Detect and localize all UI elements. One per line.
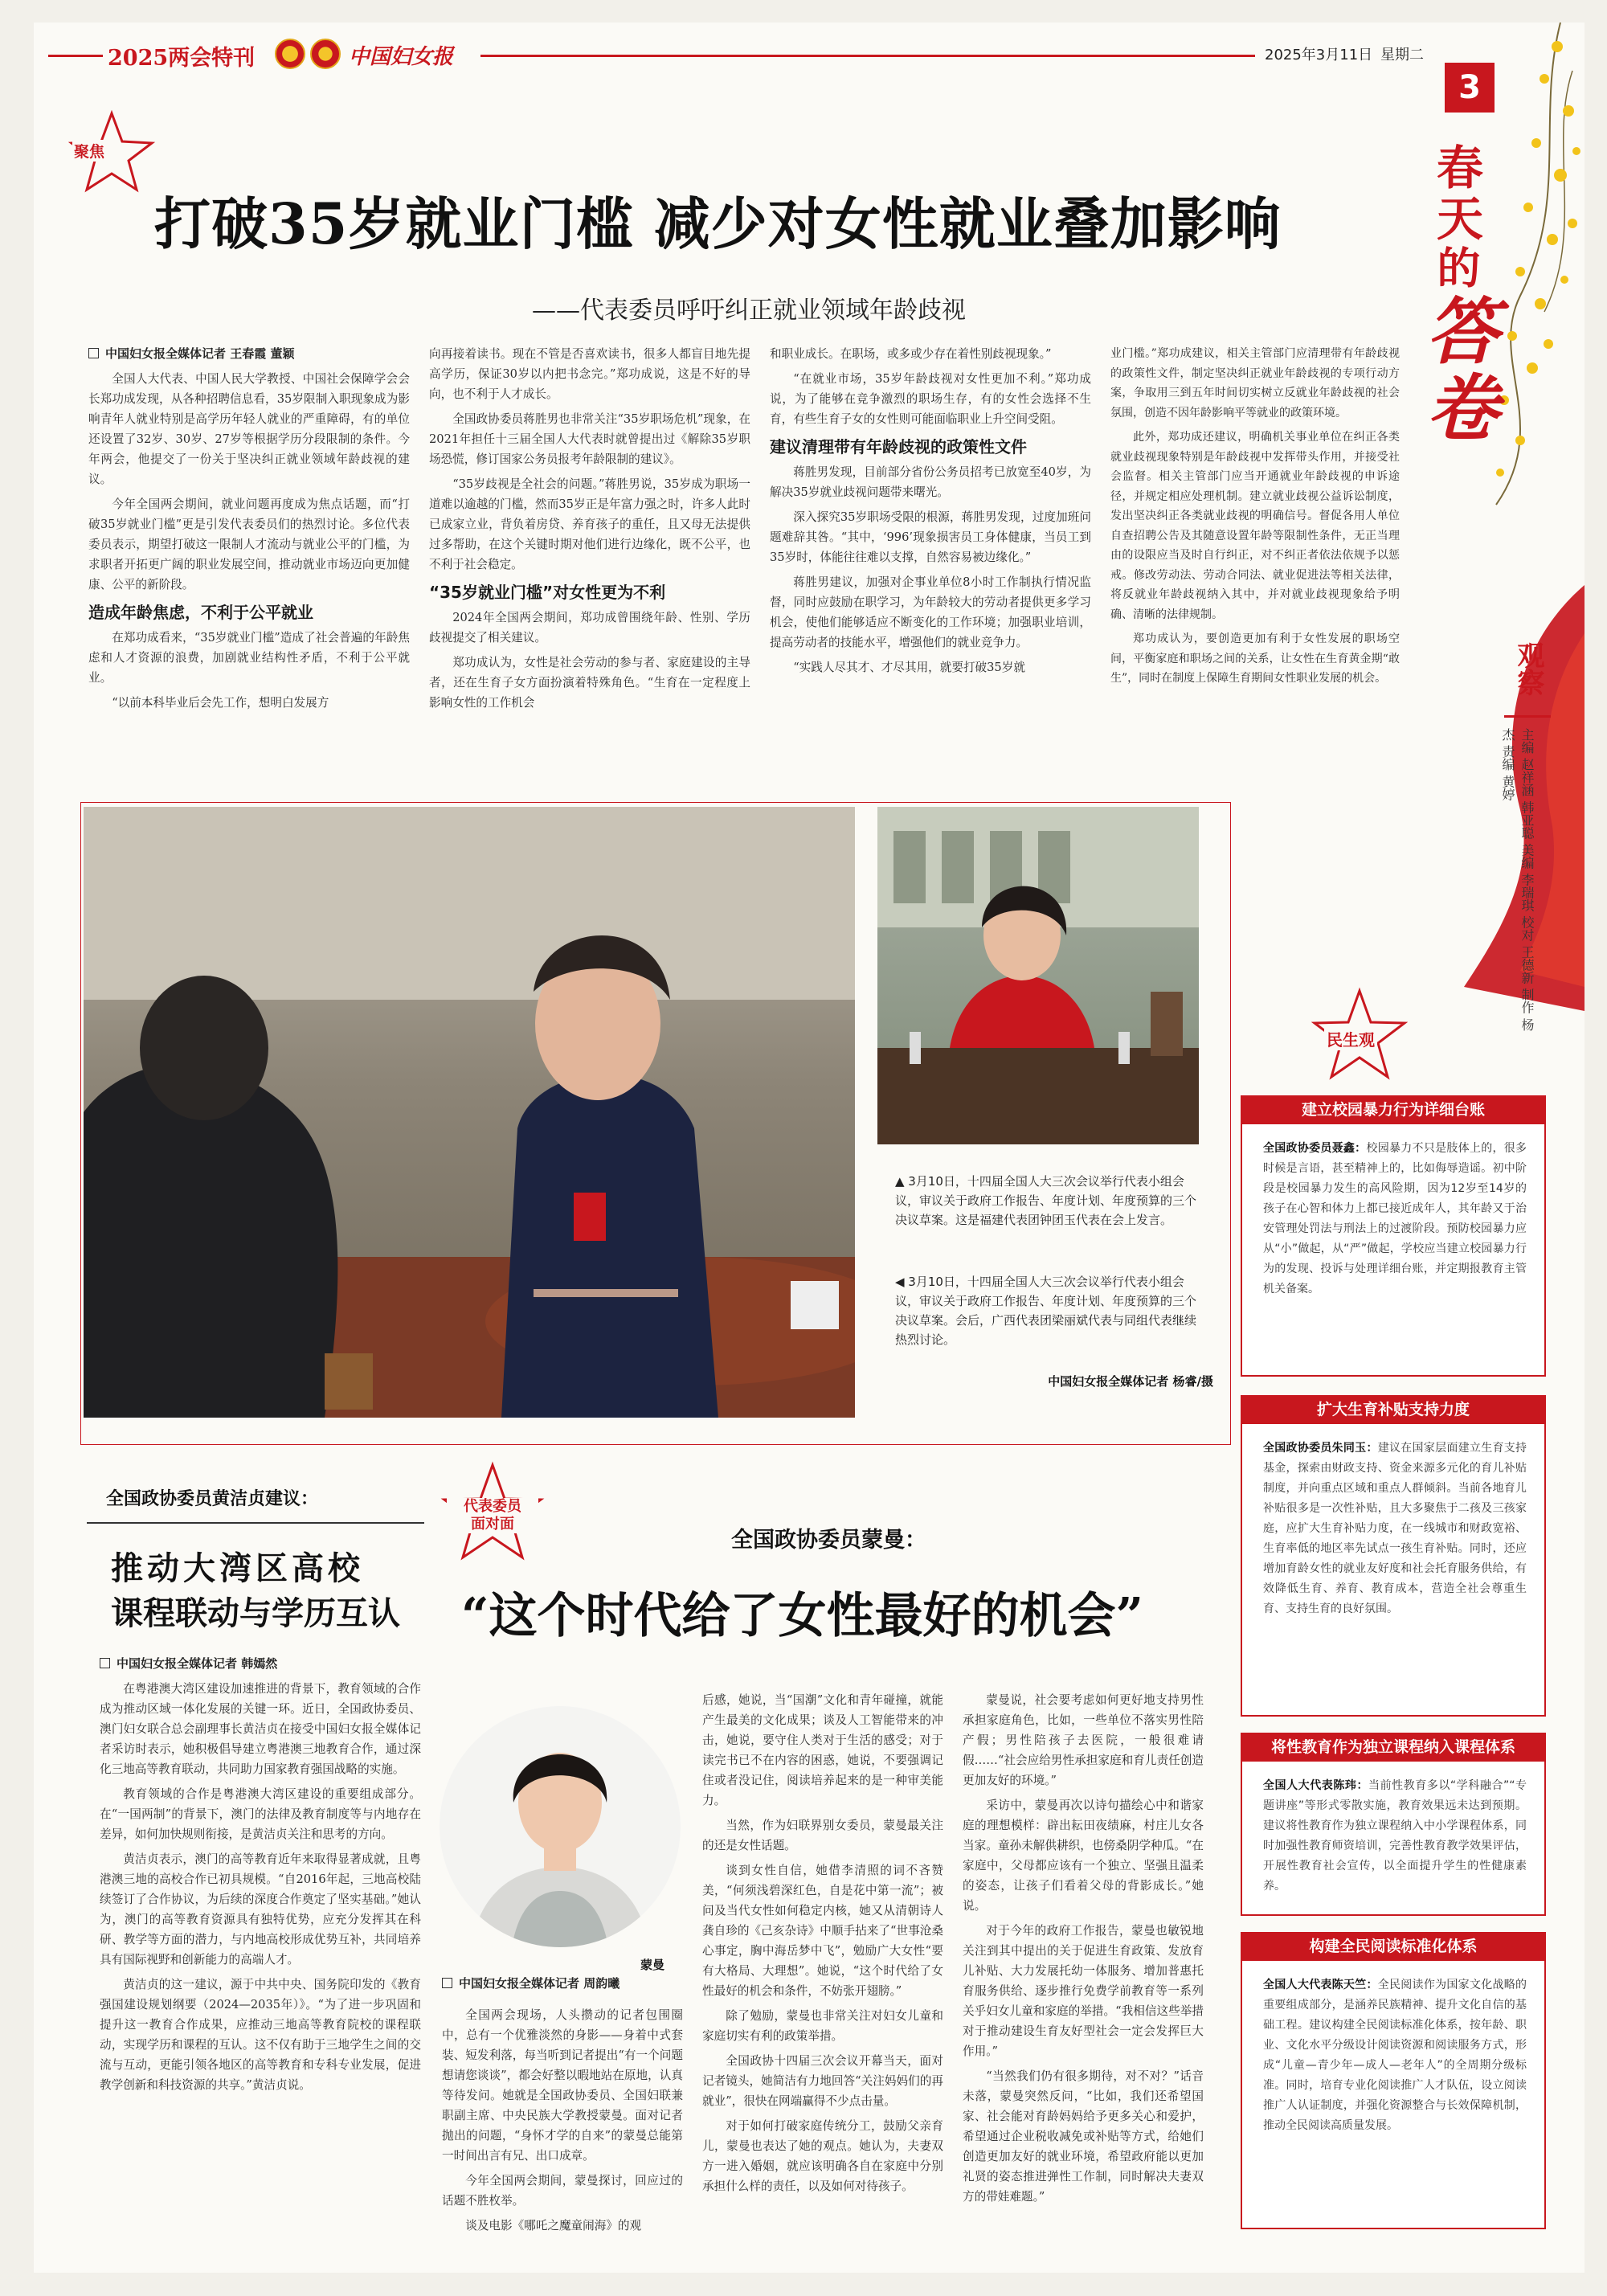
box2-lead: 全国政协委员朱同玉： bbox=[1263, 1442, 1378, 1455]
main-col4-p1: 业门槛。”郑功成建议，相关主管部门应清理带有年龄歧视的政策性文件，制定坚决纠正就业年龄歧视的专项行动方案，争取用三到五年时间切实树立反就业年龄歧视的社会氛围，创造不因年龄影响平等就业的政策环境。 bbox=[1110, 347, 1400, 420]
main-col2-subhead: “35岁就业门槛”对女性更为不利 bbox=[429, 583, 666, 602]
emblem-icon-2 bbox=[310, 39, 341, 69]
photo-meeting-main bbox=[84, 807, 855, 1418]
photo-meeting-side bbox=[877, 807, 1199, 1144]
main-col1-p3: 在郑功成看来，“35岁就业门槛”造成了社会普遍的年龄焦虑和人才资源的浪费，加剧就业结构性矛盾，不利于公平就业。 bbox=[88, 631, 410, 685]
center-col3-p3: 对于今年的政府工作报告，蒙曼也敏锐地关注到其中提出的关于促进生育政策、发放育儿补贴、大力发展托幼一体服务、增加普惠托育服务供给、逐步推行免费学前教育等一系列关乎妇女儿童和家庭的举措。“我相信这些举措对于推动建设生育友好型社会一定会发挥巨大作用。” bbox=[963, 1924, 1204, 2058]
center-col2-p2: 当然，作为妇联界别女委员，蒙曼最关注的还是女性话题。 bbox=[702, 1819, 943, 1852]
main-subheadline: ——代表委员呼吁纠正就业领域年龄歧视 bbox=[532, 297, 966, 325]
masthead-date: 2025年3月11日 bbox=[1265, 47, 1373, 63]
main-article-col-3 bbox=[770, 344, 1091, 682]
section-label: 观察 bbox=[1512, 641, 1544, 696]
banner-char-5: 卷 bbox=[1413, 370, 1499, 443]
paper-logo: 中国妇女报 bbox=[349, 45, 454, 69]
box2-title: 扩大生育补贴支持力度 bbox=[1241, 1395, 1546, 1424]
newspaper-page bbox=[34, 23, 1585, 2273]
center-byline: 中国妇女报全媒体记者 周韵曦 bbox=[442, 1974, 683, 1994]
left-kicker: 全国政协委员黄洁贞建议： bbox=[106, 1489, 319, 1509]
main-col1-subhead: 造成年龄焦虑，不利于公平就业 bbox=[88, 603, 313, 622]
banner-char-2: 天 bbox=[1429, 194, 1483, 241]
credits: 主编 赵祥涵 韩亚聪 美编 李瑞琪 校对 王德新 制作 杨杰 责编 黄婷 bbox=[1500, 728, 1535, 1031]
masthead-weekday: 星期二 bbox=[1380, 47, 1424, 63]
main-col3-p1: 和职业成长。在职场，或多或少存在着性别歧视现象。” bbox=[770, 347, 1052, 361]
box1-title: 建立校园暴力行为详细台账 bbox=[1241, 1095, 1546, 1124]
main-col4-p3: 郑功成认为，要创造更加有利于女性发展的职场空间，平衡家庭和职场之间的关系，让女性在生育黄金期“敢生”，同时在制度上保障生育期间女性职业发展的机会。 bbox=[1110, 632, 1400, 685]
main-col1-p4: “以前本科毕业后会先工作，想明白发展方 bbox=[112, 696, 329, 710]
portrait-mengman bbox=[440, 1706, 681, 1947]
center-article-col-2 bbox=[702, 1690, 943, 2201]
box2-text: 建议在国家层面建立生育支持基金，探索由财政支持、资金来源多元化的育儿补贴制度，并向重点区域和重点人群倾斜。当前各地育儿补贴很多是一次性补贴，且大多聚焦于二孩及三孩家庭，应扩大生育补贴力度，在一线城市和财政宽裕、生育率低的地区率先试点一孩生育补贴。同时，还应增加育龄女性的就业友好度和社会托育服务供给，有效降低生育、养育、教育成本，营造全社会尊重生育、支持生育的良好氛围。 bbox=[1263, 1442, 1527, 1615]
main-col1-p1: 全国人大代表、中国人民大学教授、中国社会保障学会会长郑功成发现，从各种招聘信息看，35岁限制入职现象成为影响青年人就业特别是高学历年轻人就业的严重障碍，有的单位还设置了32岁、30岁、27岁等根据学历分段限制的条件。今年两会，他提交了一份关于坚决纠正就业领域年龄歧视的建议。 bbox=[88, 372, 410, 486]
main-col2-p3: “35岁歧视是全社会的问题。”蒋胜男说，35岁成为职场一道难以逾越的门槛，然而35岁正是年富力强之时，许多人此时已成家立业，背负着房贷、养育孩子的重任，且又母无法提供过多帮助，在这个关键时期对他们进行边缘化，既不公平，也不利于社会稳定。 bbox=[429, 477, 750, 571]
box2-body bbox=[1263, 1439, 1527, 1619]
box3-title: 将性教育作为独立课程纳入课程体系 bbox=[1241, 1733, 1546, 1762]
portrait-figure bbox=[440, 1706, 681, 1947]
main-col2-p2: 全国政协委员蒋胜男也非常关注“35岁职场危机”现象，在2021年担任十三届全国人大代表时就曾提出过《解除35岁职场恐慌，修订国家公务员报考年龄限制的建议》。 bbox=[429, 412, 750, 466]
main-col3-subhead: 建议清理带有年龄歧视的政策性文件 bbox=[770, 437, 1027, 456]
page-number: 3 bbox=[1445, 63, 1495, 113]
main-col3-p2: “在就业市场，35岁年龄歧视对女性更加不利。”郑功成说，为了能够在竞争激烈的职场生存，有的女性会选择不生育，有些生育子女的女性则可能面临职业上升空间受阻。 bbox=[770, 372, 1091, 426]
main-col2-p4: 2024年全国两会期间，郑功成曾围绕年龄、性别、学历歧视提交了相关建议。 bbox=[429, 611, 750, 645]
main-headline: 打破35岁就业门槛 减少对女性就业叠加影响 bbox=[154, 190, 1282, 257]
left-p4: 黄洁贞的这一建议，源于中共中央、国务院印发的《教育强国建设规划纲要（2024—2035年）》。“为了进一步巩固和提升这一教育合作成果，应推动三地高等教育院校的课程联动，实现学历和课程的互认。这不仅有助于三地学生之间的交流与互动，更能引领各地区的高等教育和专科专业发展，促进教学创新和科技资源的共享。”黄洁贞说。 bbox=[100, 1978, 421, 2092]
center-col1-p1: 全国两会现场，人头攒动的记者包围圈中，总有一个优雅淡然的身影——身着中式套装、短发利落，每当听到记者提出“有一个问题想请您谈谈”，都会好整以暇地站在原地，认真等待发问。她就是全国政协委员、全国妇联兼职副主席、中央民族大学教授蒙曼。面对记者抛出的问题，“身怀才学的自来”的蒙曼总能第一时间出言有兄、出口成章。 bbox=[442, 2008, 683, 2163]
sidebar-box-sex-education bbox=[1241, 1733, 1546, 1916]
box3-text: 当前性教育多以“学科融合”“专题讲座”等形式零散实施，教育效果远未达到预期。建议将性教育作为独立课程纳入中小学课程体系，同时加强性教育师资培训，完善性教育教学效果评估，开展性教育社会宣传，以全面提升学生的性健康素养。 bbox=[1263, 1779, 1527, 1893]
main-col3-p5: 蒋胜男建议，加强对企事业单位8小时工作制执行情况监督，同时应鼓励在职学习，为年龄较大的劳动者提供更多学习机会，使他们能够适应不断变化的工作环境；加强职业培训，提高劳动者的技能水平，增强他们的就业竞争力。 bbox=[770, 575, 1091, 649]
box4-title: 构建全民阅读标准化体系 bbox=[1241, 1932, 1546, 1961]
sidebar-box-birth-subsidy bbox=[1241, 1395, 1546, 1717]
main-col1-p2: 今年全国两会期间，就业问题再度成为焦点话题，而“打破35岁就业门槛”更是引发代表委员们的热烈讨论。多位代表委员表示，期望打破这一限制人才流动与就业公平的门槛，为求职者开拓更广阔的职业发展空间，推动就业市场迈向更加健康、公平的新阶段。 bbox=[88, 497, 410, 591]
photo-credit: 中国妇女报全媒体记者 杨睿/摄 bbox=[1048, 1374, 1213, 1389]
left-kicker-rule bbox=[87, 1522, 424, 1524]
photo-caption-1: ▲ 3月10日，十四届全国人大三次会议举行代表小组会议，审议关于政府工作报告、年度计划、年度预算的三个决议草案。这是福建代表团钟团玉代表在会上发言。 bbox=[895, 1174, 1197, 1227]
badge-line-2: 面对面 bbox=[471, 1516, 514, 1533]
main-col2-p5: 郑功成认为，女性是社会劳动的参与者、家庭建设的主导者，还在生育子女方面扮演着特殊角色。“生育在一定程度上影响女性的工作机会 bbox=[429, 656, 750, 710]
center-col2-p4: 除了勉励，蒙曼也非常关注对妇女儿童和家庭切实有利的政策举措。 bbox=[702, 2009, 943, 2043]
left-headline-2: 课程联动与学历互认 bbox=[111, 1594, 400, 1632]
photo-caption-2: ◀ 3月10日，十四届全国人大三次会议举行代表小组会议，审议关于政府工作报告、年度计划、年度预算的三个决议草案。会后，广西代表团梁丽斌代表与同组代表继续热烈讨论。 bbox=[895, 1275, 1197, 1347]
center-col3-p2: 采访中，蒙曼再次以诗句描绘心中和谐家庭的理想模样：辟出耘田夜绩麻，村庄儿女各当家。童孙未解供耕织，也傍桑阴学种瓜。“在家庭中，父母都应该有一个独立、坚强且温柔的姿态，让孩子们看着父母的背影成长。”她说。 bbox=[963, 1799, 1204, 1913]
photo-main-scene bbox=[84, 807, 855, 1418]
main-byline: 中国妇女报全媒体记者 王春霞 董颖 bbox=[88, 344, 410, 364]
livelihood-badge: 民生观 bbox=[1324, 1027, 1377, 1050]
center-article-col-1 bbox=[442, 1974, 683, 2241]
center-col2-p1: 后感，她说，当“国潮”文化和青年碰撞，就能产生最美的文化成果；谈及人工智能带来的冲击，她说，要守住人类对于生活的感受；对于读完书已不在内容的困惑，她说，不要强调记住或者没记住，阅读培养起来的是一种审美能力。 bbox=[702, 1693, 943, 1807]
main-col3-p3: 蒋胜男发现，目前部分省份公务员招考已放宽至40岁，为解决35岁就业歧视问题带来曙光。 bbox=[770, 465, 1091, 499]
center-col3-p4: “当然我们仍有很多期待，对不对？”话音未落，蒙曼突然反问，“比如，我们还希望国家、社会能对育龄妈妈给予更多关心和爱护，希望通过企业税收减免或补贴等方式，给她们创造更加友好的就业环境，希望政府能以更加礼贤的姿态推进弹性工作制，同时解决夫妻双方的带娃难题。” bbox=[963, 2069, 1204, 2204]
box1-lead: 全国政协委员聂鑫： bbox=[1263, 1142, 1367, 1155]
left-p3: 黄洁贞表示，澳门的高等教育近年来取得显著成就，且粤港澳三地的高校合作已初具规模。“自2016年起，三地高校陆续签订了合作协议，为后续的深度合作奠定了坚实基础。”她认为，澳门的高等教育资源具有独特优势，应充分发挥其在科研、教学等方面的潜力，与内地高校形成优势互补，共同培养具有国际视野和创新能力的高端人才。 bbox=[100, 1852, 421, 1967]
left-article-body bbox=[100, 1654, 421, 2100]
sidebar-box-school-violence bbox=[1241, 1095, 1546, 1377]
left-p1: 在粤港澳大湾区建设加速推进的背景下，教育领域的合作成为推动区域一体化发展的关键一环。近日，全国政协委员、澳门妇女联合总会副理事长黄洁贞在接受中国妇女报全媒体记者采访时表示，她积极倡导建立粤港澳三地教育合作，通过深化三地高等教育联动，共同助力国家教育强国战略的实施。 bbox=[100, 1682, 421, 1776]
main-article-col-4 bbox=[1110, 344, 1400, 694]
banner-char-4: 答 bbox=[1413, 293, 1499, 366]
masthead-rule-left bbox=[48, 55, 103, 57]
box4-body bbox=[1263, 1975, 1527, 2136]
portrait-caption: 蒙曼 bbox=[640, 1958, 665, 1972]
main-col2-p1: 向再接着读书。现在不管是否喜欢读书，很多人都盲目地先提高学历，保证30岁以内把书念完。”郑功成说，这是不好的导向，也不利于人才成长。 bbox=[429, 347, 750, 401]
center-headline: “这个时代给了女性最好的机会” bbox=[461, 1588, 1144, 1644]
sidebar-box-national-reading bbox=[1241, 1932, 1546, 2229]
center-col3-p1: 蒙曼说，社会要考虑如何更好地支持男性承担家庭角色，比如，一些单位不落实男性陪产假；男性陪孩子去医院，一般很难请假……“社会应给男性承担家庭和育儿责任创造更加友好的环境。” bbox=[963, 1693, 1204, 1787]
box3-body bbox=[1263, 1776, 1527, 1897]
main-article-col-1 bbox=[88, 344, 410, 718]
emblem-icon bbox=[275, 39, 305, 69]
face-to-face-badge bbox=[447, 1498, 538, 1533]
masthead-special: 2025两会特刊 bbox=[108, 46, 256, 71]
banner-title bbox=[1413, 143, 1499, 561]
box4-text: 全民阅读作为国家文化战略的重要组成部分，是涵养民族精神、提升文化自信的基础工程。建议构建全民阅读标准化体系，按年龄、职业、文化水平分级设计阅读资源和阅读服务方式，形成“儿童—青少年—成人—老年人”的全周期分级标准。同时，培育专业化阅读推广人才队伍，设立阅读推广人认证制度，并强化资源整合与长效保障机制，推动全民阅读高质量发展。 bbox=[1263, 1979, 1527, 2132]
main-article-col-2 bbox=[429, 344, 750, 718]
box1-body bbox=[1263, 1139, 1527, 1299]
photo-side-scene bbox=[877, 807, 1199, 1144]
section-rule bbox=[1504, 715, 1551, 718]
left-headline-1: 推动大湾区高校 bbox=[111, 1549, 364, 1587]
box3-lead: 全国人大代表陈玮： bbox=[1263, 1779, 1369, 1792]
box1-text: 校园暴力不只是肢体上的，很多时候是言语，甚至精神上的，比如侮辱造谣。初中阶段是校园暴力发生的高风险期，因为12岁至14岁的孩子在心智和体力上都已接近成年人，其年龄又于治安管理处罚法与刑法上的过渡阶段。预防校园暴力应从“小”做起，从“严”做起，学校应当建立校园暴力行为的发现、投诉与处理详细台账，并定期报教育主管机关备案。 bbox=[1263, 1142, 1527, 1295]
focus-badge: 聚焦 bbox=[72, 140, 106, 162]
center-col1-p2: 今年全国两会期间，蒙曼探讨，回应过的话题不胜枚举。 bbox=[442, 2174, 683, 2208]
center-col1-p3: 谈及电影《哪吒之魔童闹海》的观 bbox=[465, 2219, 642, 2233]
masthead-rule bbox=[480, 55, 1255, 57]
badge-line-1: 代表委员 bbox=[464, 1498, 521, 1515]
main-col3-p4: 深入探究35岁职场受限的根源，蒋胜男发现，过度加班问题难辞其咎。“其中，‘996’现象损害员工身体健康，当员工到35岁时，体能往往难以支撑，自然容易被边缘化。” bbox=[770, 510, 1091, 564]
banner-char-3: 的 bbox=[1430, 245, 1482, 289]
center-kicker: 全国政协委员蒙曼： bbox=[731, 1528, 926, 1553]
center-article-col-3 bbox=[963, 1690, 1204, 2212]
left-byline: 中国妇女报全媒体记者 韩嫣然 bbox=[100, 1654, 421, 1674]
center-col2-p3: 谈到女性自信，她借李清照的词不吝赞美，“何须浅碧深红色，自是花中第一流”；被问及当代女性如何稳定内核，她又从清朝诗人龚自珍的《己亥杂诗》中顺手拈来了“世事沧桑心事定，胸中海岳梦中飞”，勉励广大女性“要有大格局、大理想”。她说，“这个时代给了女性最好的机会和条件，不妨张开翅膀。” bbox=[702, 1864, 943, 1998]
banner-char-1: 春 bbox=[1429, 143, 1483, 190]
main-col3-p6: “实践人尽其才、才尽其用，就要打破35岁就 bbox=[793, 661, 1025, 674]
main-col4-p2: 此外，郑功成还建议，明确机关事业单位在纠正各类就业歧视现象特别是年龄歧视中发挥带头作用，并接受社会监督。相关主管部门应当开通就业年龄歧视的申诉途径，并规定相应处理机制。建立就业歧视公益诉讼制度，发出坚决纠正各类就业歧视的明确信号。督促各用人单位自查招聘公告及其随意设置年龄等限制性条件，无正当理由的设限应当及时自行纠正，对不纠正者依法依规予以惩戒。修改劳动法、劳动合同法、就业促进法等相关法律，将反就业年龄歧视纳入其中，并对就业歧视现象给予明确、清晰的法律规制。 bbox=[1110, 431, 1400, 621]
left-p2: 教育领域的合作是粤港澳大湾区建设的重要组成部分。在“一国两制”的背景下，澳门的法律及教育制度等与内地存在差异，如何加快规则衔接，是黄洁贞关注和思考的方向。 bbox=[100, 1787, 421, 1841]
box4-lead: 全国人大代表陈天竺： bbox=[1263, 1979, 1378, 1991]
center-col2-p6: 对于如何打破家庭传统分工，鼓励父亲育儿，蒙曼也表达了她的观点。她认为，夫妻双方一进入婚姻，就应该明确各自在家庭中分别承担什么样的责任，以及如何对待孩子。 bbox=[702, 2119, 943, 2193]
center-col2-p5: 全国政协十四届三次会议开幕当天，面对记者镜头，她简洁有力地回答“关注妈妈们的再就业”，很快在网端赢得不少点击量。 bbox=[702, 2054, 943, 2108]
